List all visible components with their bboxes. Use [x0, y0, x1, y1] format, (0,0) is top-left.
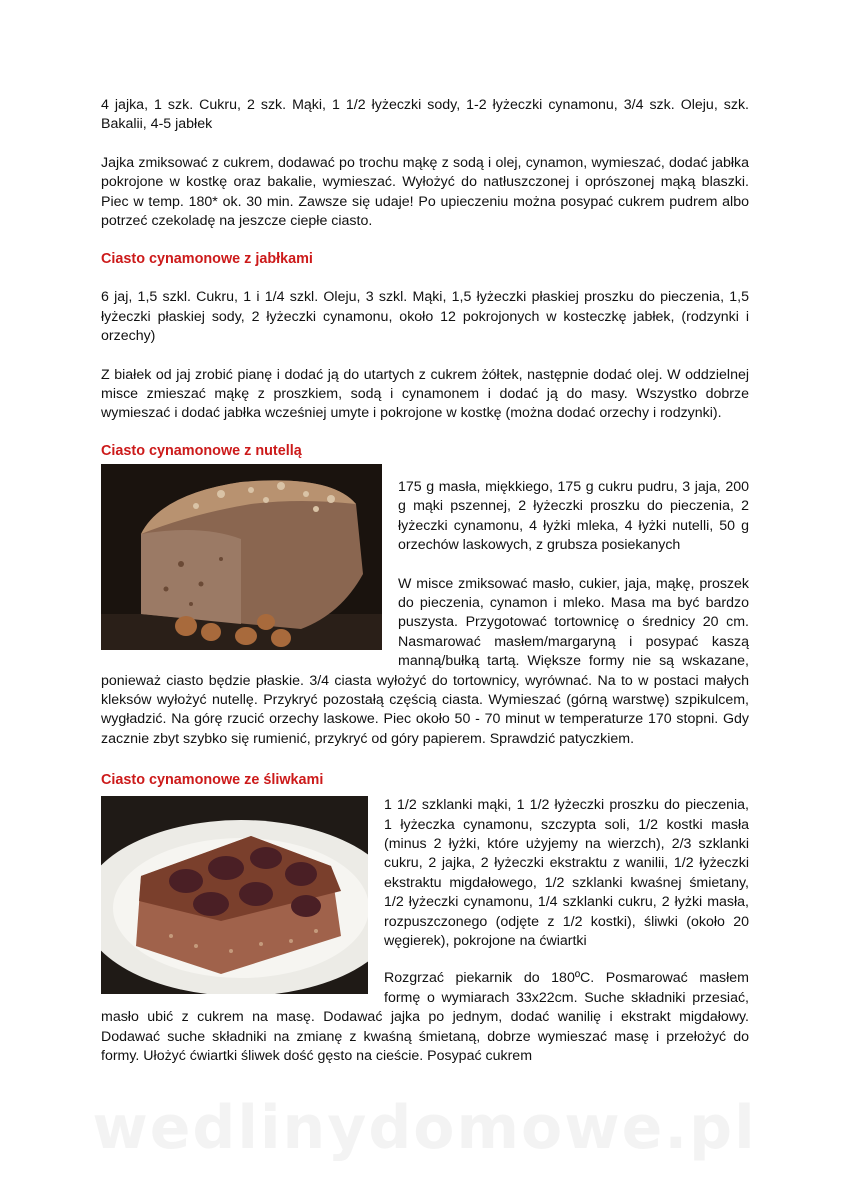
document-page [101, 96, 749, 1066]
recipe3-title: Ciasto cynamonowe z nutellą [101, 442, 302, 459]
plum-cake-photo [101, 796, 368, 994]
recipe4-method: Rozgrzać piekarnik do 180ºC. Posmarować masłem formę o wymiarach 33x22cm. Suche składniki przesiać, masło ubić z cukrem na masę. Dodawać jajka po jednym, dodać wanilię i ekstrakt migdałowy. Dodawać suche składniki na zmianę z kwaśną śmietaną, dobrze wymieszać masę i przełożyć do formy. Ułożyć ćwiartki śliwek dość gęsto na cieście. Posypać cukrem [101, 970, 749, 1065]
nutella-cake-photo [101, 464, 382, 650]
recipe1-method: Jajka zmiksować z cukrem, dodawać po trochu mąkę z sodą i olej, cynamon, wymieszać, dodać jabłka pokrojone w kostkę oraz bakalie, wymieszać. Wyłożyć do natłuszczonej i oprószonej mąką blaszki. Piec w temp. 180* ok. 30 min. Zawsze się udaje! Po upieczeniu można posypać cukrem pudrem albo potrzeć czekoladę na jeszcze ciepłe ciasto. [101, 154, 749, 230]
nutella-cake-illustration [101, 464, 382, 650]
recipe2-method: Z białek od jaj zrobić pianę i dodać ją do utartych z cukrem żółtek, następnie dodać olej. W oddzielnej misce zmieszać mąkę z proszkiem, sodą i cynamonem i dodać ją do masy. Wszystko dobrze wymieszać i dodać jabłka wcześniej umyte i pokrojone w kostkę (można dodać orzechy i rodzynki). [101, 366, 749, 422]
recipe3-ingredients: 175 g masła, miękkiego, 175 g cukru pudru, 3 jaja, 200 g mąki pszennej, 2 łyżeczki proszku do pieczenia, 2 łyżeczki cynamonu, 4 łyżki mleka, 4 łyżki nutelli, 50 g orzechów laskowych, z grubsza posiekanych [398, 478, 749, 554]
recipe2-title: Ciasto cynamonowe z jabłkami [101, 251, 313, 268]
recipe2-ingredients: 6 jaj, 1,5 szkl. Cukru, 1 i 1/4 szkl. Oleju, 3 szkl. Mąki, 1,5 łyżeczki płaskiej proszku do pieczenia, 1,5 łyżeczki płaskiej sody, 2 łyżeczki cynamonu, około 12 pokrojonych w kosteczkę jabłek, (rodzynki i orzechy) [101, 289, 749, 345]
plum-cake-illustration [101, 796, 368, 994]
recipe3-method: W misce zmiksować masło, cukier, jaja, mąkę, proszek do pieczenia, cynamon i mleko. Masa ma być bardzo puszysta. Przygotować tortownicę o średnicy 20 cm. Nasmarować masłem/margaryną i posypać kaszą manną/bułką tartą. Większe formy nie są wskazane, ponieważ ciasto będzie płaskie. 3/4 ciasta wyłożyć do tortownicy, wyrównać. Na to w postaci małych kleksów wyłożyć nutellę. Przykryć pozostałą częścią ciasta. Wymieszać (górną warstwę) szpikulcem, wygładzić. Na górę rzucić orzechy laskowe. Piec około 50 - 70 minut w temperaturze 170 stopni. Gdy zacznie zbyt szybko się rumienić, przykryć od góry papierem. Sprawdzić patyczkiem. [101, 575, 749, 747]
site-watermark: wedlinydomowe.pl [92, 1093, 757, 1163]
recipe1-ingredients: 4 jajka, 1 szk. Cukru, 2 szk. Mąki, 1 1/2 łyżeczki sody, 1-2 łyżeczki cynamonu, 3/4 szk. Oleju, szk. Bakalii, 4-5 jabłek [101, 97, 749, 133]
recipe4-title: Ciasto cynamonowe ze śliwkami [101, 772, 324, 789]
recipe4-ingredients: 1 1/2 szklanki mąki, 1 1/2 łyżeczki proszku do pieczenia, 1 łyżeczka cynamonu, szczypta soli, 1/2 kostki masła (minus 2 łyżki, które użyjemy na wierzch), 2/3 szklanki cukru, 2 jajka, 2 łyżeczki ekstraktu z wanilii, 1/2 łyżeczki ekstraktu migdałowego, 1/2 szklanki kwaśnej śmietany, 1/2 łyżeczki cynamonu, 1/4 szklanki cukru, 2 łyżki masła, rozpuszczonego (odjęte z 1/2 kostki), śliwki (około 20 węgierek), pokrojone na ćwiartki [384, 797, 749, 949]
